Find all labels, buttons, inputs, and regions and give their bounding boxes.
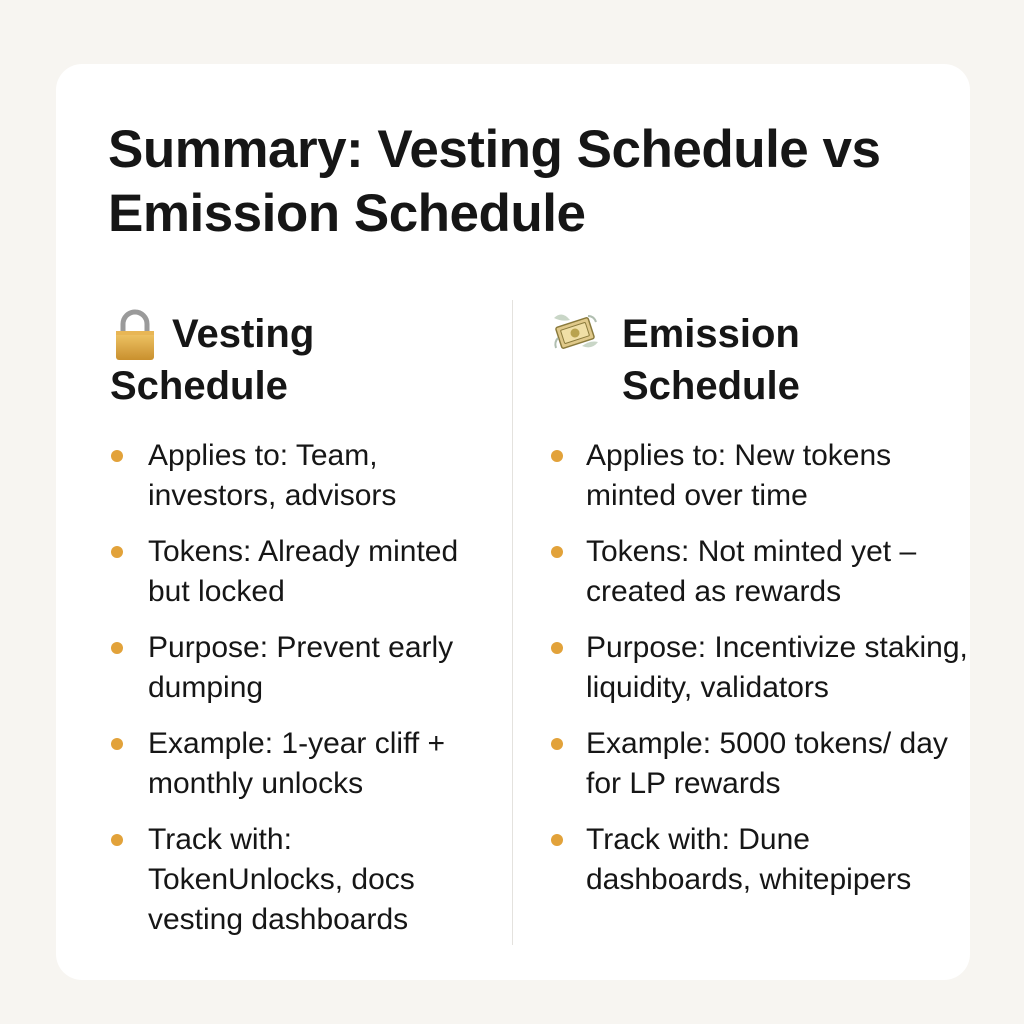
list-item-text: Tokens: Already minted but locked [148,535,459,608]
bullet-dot [111,642,123,654]
list-item [108,436,488,516]
list-item [108,820,488,940]
list-item-text: Track with: Dune dashboards, whitepipers [586,823,912,896]
list-item-text: Example: 5000 tokens/ day for LP rewards [586,727,948,800]
bullet-dot [551,834,563,846]
list-item [548,724,968,804]
list-item-text: Example: 1-year cliff + monthly unlocks [148,727,446,800]
list-item-text: Purpose: Incentivize staking, liquidity, validators [586,631,968,704]
vesting-heading-line1: Vesting [172,312,315,356]
vesting-column [108,306,488,936]
bullet-dot [551,642,563,654]
page-title: Summary: Vesting Schedule vs Emission Schedule [108,120,881,243]
emission-heading [548,306,968,426]
bullet-dot [551,450,563,462]
list-item-text: Tokens: Not minted yet – created as rewards [586,535,917,608]
money-with-wings-icon [548,306,602,360]
list-item [548,436,968,516]
bullet-dot [111,450,123,462]
bullet-dot [551,738,563,750]
padlock-icon [108,308,162,362]
list-item-text: Applies to: New tokens minted over time [586,439,892,512]
column-divider [512,300,513,945]
list-item [548,628,968,708]
bullet-dot [111,546,123,558]
emission-column [548,306,968,896]
bullet-dot [551,546,563,558]
list-item [548,532,968,612]
list-item [108,628,488,708]
bullet-dot [111,834,123,846]
vesting-list [108,436,488,956]
list-item [108,724,488,804]
vesting-heading-line2: Schedule [110,364,288,408]
list-item-text: Applies to: Team, investors, advisors [148,439,397,512]
emission-list [548,436,968,916]
vesting-heading [108,306,488,426]
bullet-dot [111,738,123,750]
emission-heading-line1: Emission [622,312,800,356]
list-item-text: Track with: TokenUnlocks, docs vesting dashboards [148,823,415,936]
list-item-text: Purpose: Prevent early dumping [148,631,454,704]
emission-heading-line2: Schedule [622,364,800,408]
list-item [548,820,968,900]
list-item [108,532,488,612]
